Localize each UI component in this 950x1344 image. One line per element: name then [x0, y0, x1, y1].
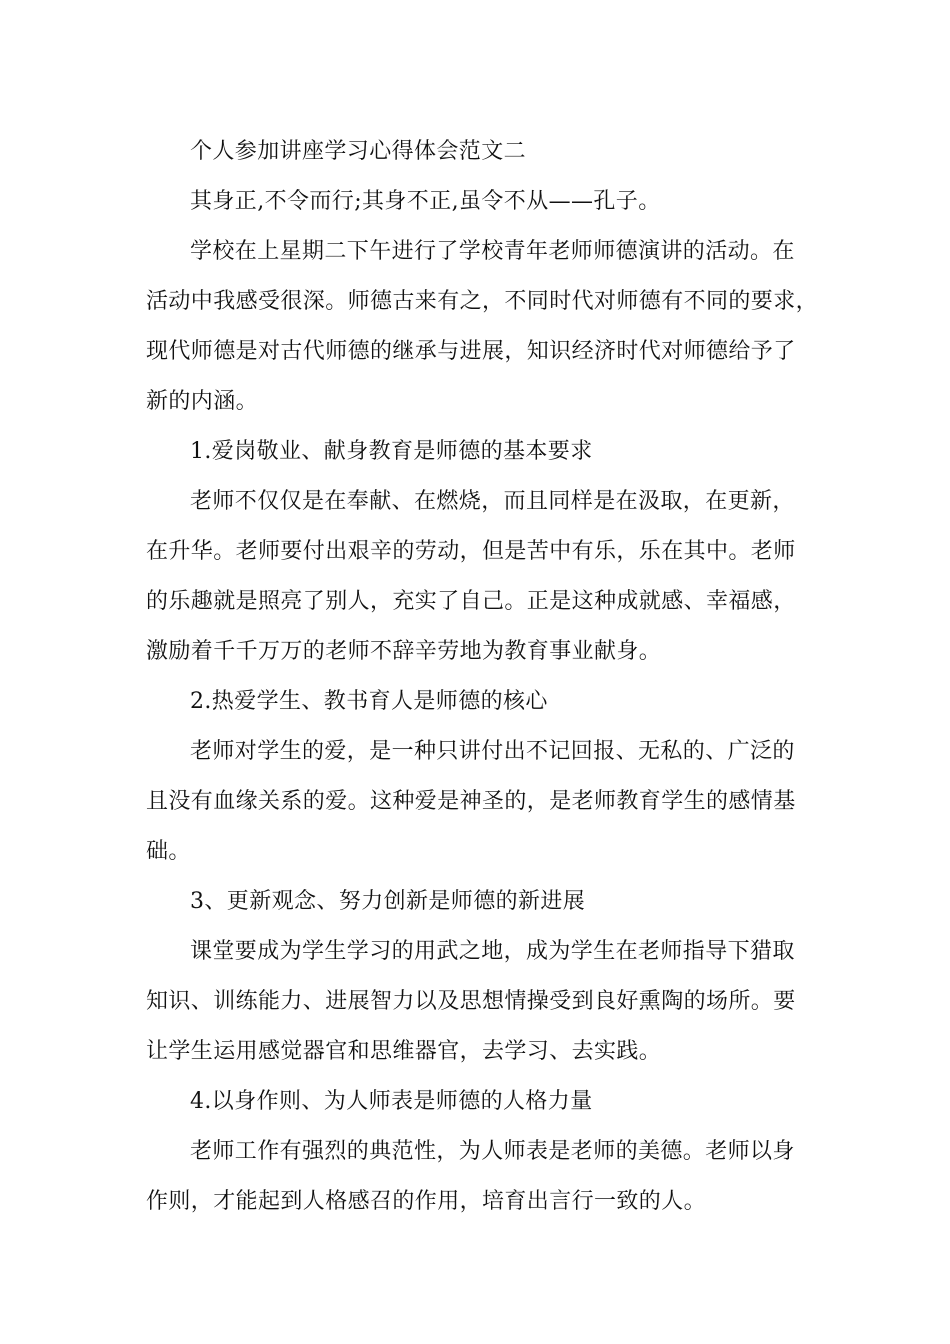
section-heading: 1.爱岗敬业、献身教育是师德的基本要求 [190, 439, 593, 464]
paragraph-line: 激励着千千万万的老师不辞辛劳地为教育事业献身。 [146, 639, 662, 664]
paragraph-line: 课堂要成为学生学习的用武之地，成为学生在老师指导下猎取 [190, 939, 795, 964]
document-title: 个人参加讲座学习心得体会范文二 [190, 139, 527, 164]
paragraph-line: 新的内涵。 [146, 389, 259, 414]
paragraph-line: 在升华。老师要付出艰辛的劳动，但是苦中有乐，乐在其中。老师 [146, 539, 796, 564]
paragraph-line: 老师工作有强烈的典范性，为人师表是老师的美德。老师以身 [190, 1139, 795, 1164]
section-heading: 4.以身作则、为人师表是师德的人格力量 [190, 1089, 593, 1114]
paragraph-line: 老师不仅仅是在奉献、在燃烧，而且同样是在汲取，在更新， [190, 489, 795, 514]
paragraph-line: 活动中我感受很深。师德古来有之，不同时代对师德有不同的要求， [146, 289, 819, 314]
quote-line: 其身正,不令而行;其身不正,虽令不从——孔子。 [190, 189, 661, 214]
paragraph-line: 作则，才能起到人格感召的作用，培育出言行一致的人。 [146, 1189, 707, 1214]
paragraph-line: 老师对学生的爱，是一种只讲付出不记回报、无私的、广泛的 [190, 739, 795, 764]
paragraph-line: 且没有血缘关系的爱。这种爱是神圣的，是老师教育学生的感情基 [146, 789, 796, 814]
paragraph-line: 现代师德是对古代师德的继承与进展，知识经济时代对师德给予了 [146, 339, 796, 364]
paragraph-line: 础。 [146, 839, 191, 864]
paragraph-line: 让学生运用感觉器官和思维器官，去学习、去实践。 [146, 1039, 662, 1064]
section-heading: 3、更新观念、努力创新是师德的新进展 [190, 889, 586, 914]
paragraph-line: 知识、训练能力、进展智力以及思想情操受到良好熏陶的场所。要 [146, 989, 796, 1014]
paragraph-line: 的乐趣就是照亮了别人，充实了自己。正是这种成就感、幸福感， [146, 589, 796, 614]
section-heading: 2.热爱学生、教书育人是师德的核心 [190, 689, 548, 714]
paragraph-line: 学校在上星期二下午进行了学校青年老师师德演讲的活动。在 [190, 239, 795, 264]
